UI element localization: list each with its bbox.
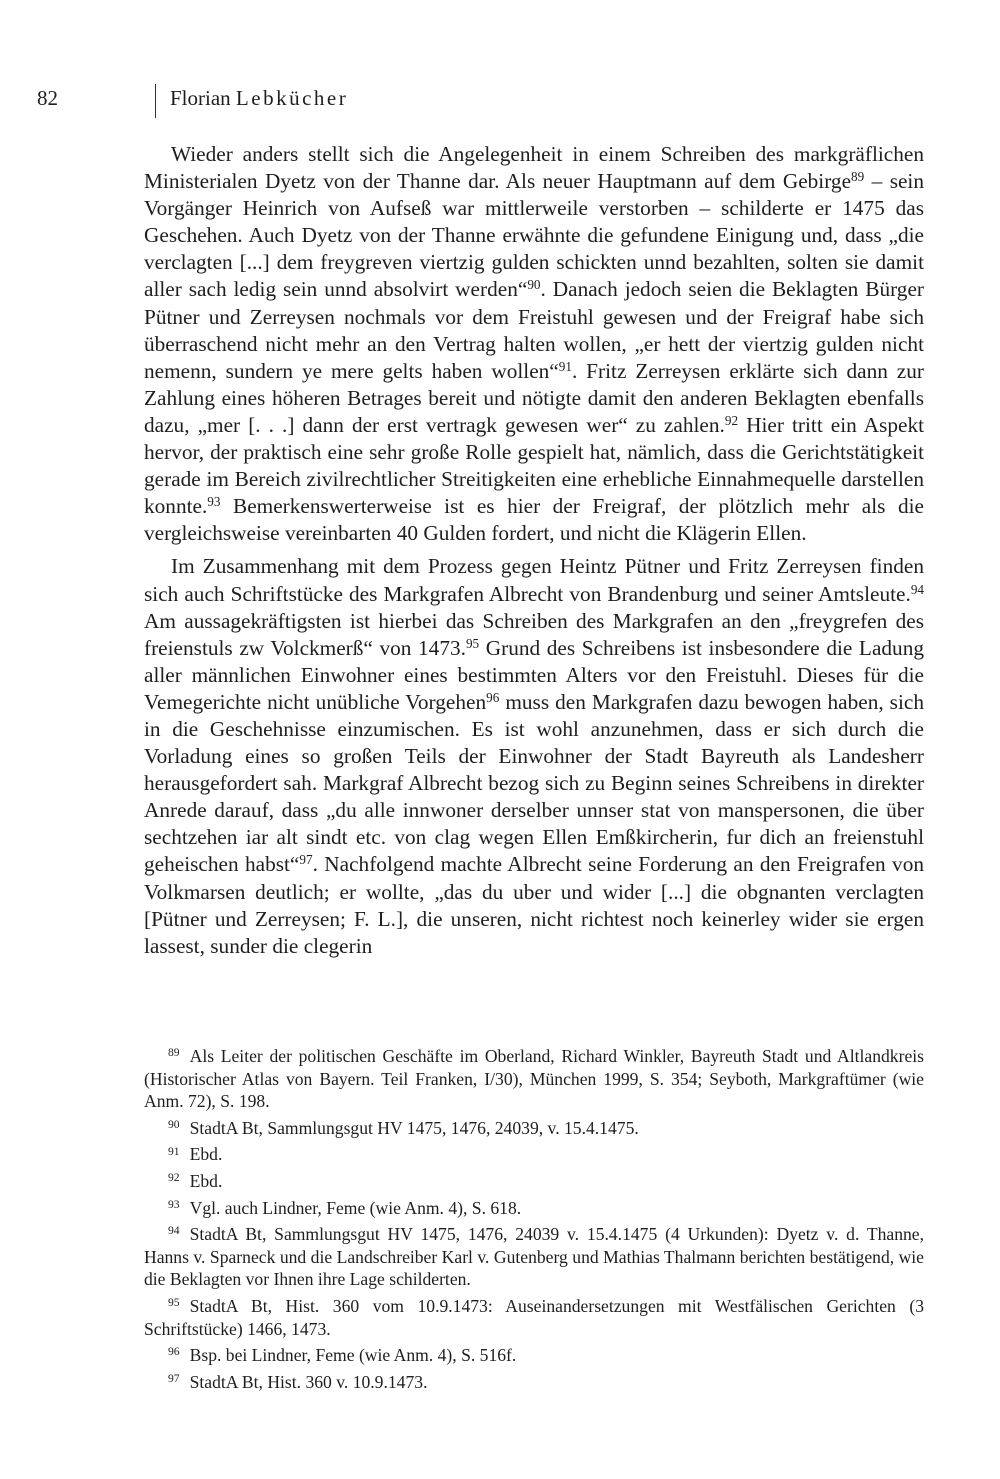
author-first-name: Florian [170,86,231,110]
footnote-number: 92 [168,1171,180,1185]
footnote-90 [144,1117,924,1140]
footnote-text: Als Leiter der politischen Geschäfte im Oberland, Richard Winkler, Bayreuth Stadt und Altlandkreis (Historischer Atlas von Bayern. Teil Franken, I/30), München 1999, S. 354; Seyboth, Markgraftümer (wie Anm. 72), S. 198. [144,1046,924,1112]
text-run: Bemerkenswerterweise ist es hier der Freigraf, der plötzlich mehr als die vergleichsweise vereinbarten 40 Gulden fordert, und nicht die Klägerin Ellen. [144,494,924,546]
footnote-91 [144,1143,924,1166]
footnote-number: 91 [168,1144,180,1158]
footnote-number: 89 [168,1046,180,1060]
footnote-97 [144,1371,924,1394]
footnote-ref-90[interactable]: 90 [527,277,541,293]
header-divider [155,84,156,118]
author-name [170,86,348,111]
text-run: Grund des Schreibens ist insbesondere die Ladung aller männlichen Einwohner eines bestimmten Alters vor den Freistuhl. Dieses für die Vemegerichte nicht unübliche Vorgehen [144,635,924,714]
main-text [144,141,924,960]
footnote-ref-89[interactable]: 89 [851,168,865,184]
footnote-text: Ebd. [189,1170,223,1191]
footnote-text: Ebd. [189,1144,223,1165]
footnote-96 [144,1344,924,1367]
footnote-number: 97 [168,1371,180,1385]
footnote-94 [144,1223,924,1291]
text-run: . Fritz Zerreysen erklärte sich dann zur Zahlung eines höheren Betrages bereit und nötigte damit den anderen Beklagten ebenfalls dazu, „mer [. . .] dann der erst vertragk gewesen wer“ zu zahlen. [144,358,924,437]
footnote-number: 90 [168,1117,180,1131]
paragraph-2 [144,553,924,959]
footnote-text: Bsp. bei Lindner, Feme (wie Anm. 4), S. 516f. [189,1345,517,1366]
footnote-number: 93 [168,1197,180,1211]
text-run: Wieder anders stellt sich die Angelegenheit in einem Schreiben des markgräflichen Ministerialen Dyetz von der Thanne dar. Als neuer Hauptmann auf dem Gebirge [144,142,924,194]
footnotes [144,1045,924,1397]
footnote-95 [144,1295,924,1340]
text-run: . Danach jedoch seien die Beklagten Bürger Pütner und Zerreysen nochmals vor dem Freistuhl gewesen und der Freigraf habe sich überraschend nicht mehr an den Vertrag halten wollen, „er hett der viertzig gulden nicht nemenn, sundern ye mere gelts haben wollen“ [144,277,924,383]
footnote-ref-96[interactable]: 96 [486,689,500,705]
paragraph-1 [144,141,924,547]
footnote-number: 96 [168,1345,180,1359]
footnote-ref-94[interactable]: 94 [910,581,924,597]
footnote-text: Vgl. auch Lindner, Feme (wie Anm. 4), S. 618. [189,1197,522,1218]
page-number: 82 [37,86,58,110]
footnote-93 [144,1197,924,1220]
footnote-text: StadtA Bt, Hist. 360 vom 10.9.1473: Auseinandersetzungen mit Westfälischen Gerichten (3 Schriftstücke) 1466, 1473. [144,1295,924,1339]
footnote-92 [144,1170,924,1193]
footnote-ref-97[interactable]: 97 [299,852,313,868]
footnote-ref-93[interactable]: 93 [207,493,221,509]
footnote-text: StadtA Bt, Sammlungsgut HV 1475, 1476, 24039 v. 15.4.1475 (4 Urkunden): Dyetz v. d. Thanne, Hanns v. Sparneck und die Landschreiber Karl v. Gutenberg und Mathias Thalmann berichten bestätigend, wie die Beklagten vor Ihnen ihre Lage schilderten. [144,1224,924,1290]
footnote-number: 95 [168,1296,180,1310]
text-run: Im Zusammenhang mit dem Prozess gegen Heintz Pütner und Fritz Zerreysen finden sich auch Schriftstücke des Markgrafen Albrecht von Brandenburg und seiner Amtsleute. [144,554,924,606]
footnote-number: 94 [168,1224,180,1238]
text-run: Am aussagekräftigsten ist hierbei das Schreiben des Markgrafen an den „freygrefen des freienstuls zw Volckmerß“ von 1473. [144,608,924,660]
footnote-text: StadtA Bt, Hist. 360 v. 10.9.1473. [189,1371,428,1392]
footnote-ref-92[interactable]: 92 [724,412,739,428]
text-run: Hier tritt ein Aspekt hervor, der praktisch eine sehr große Rolle gespielt hat, nämlich, dass die Gerichtstätigkeit gerade im Bereich zivilrechtlicher Streitigkeiten eine erhebliche Einnahmequelle darstellen konnte. [144,412,925,519]
footnote-text: StadtA Bt, Sammlungsgut HV 1475, 1476, 24039, v. 15.4.1475. [189,1117,639,1138]
text-run: muss den Markgrafen dazu bewogen haben, sich in die Geschehnisse einzumischen. Es ist wohl anzunehmen, dass er sich durch die Vorladung eines so großen Teils der Einwohner der Stadt Bayreuth als Landesherr herausgefordert sah. Markgraf Albrecht bezog sich zu Beginn seines Schreibens in direkter Anrede darauf, dass „du alle innwoner derselber unnser stat von manspersonen, die über sechtzehen iar alt sindt etc. von clag wegen Ellen Emßkircherin, fur dich an freienstuhl geheischen habst“ [144,689,924,877]
author-last-name: Lebkücher [235,86,349,110]
text-run: – sein Vorgänger Heinrich von Aufseß war mittlerweile verstorben – schilderte er 1475 das Geschehen. Auch Dyetz von der Thanne erwähnte die gefundene Einigung und, dass „die verclagten [...] dem freygreven viertzig gulden schickten unnd bezahlten, solten sie damit aller sach ledig sein unnd absolvirt werden“ [144,169,924,302]
footnote-ref-95[interactable]: 95 [465,635,480,651]
footnote-ref-91[interactable]: 91 [558,358,572,374]
text-run: . Nachfolgend machte Albrecht seine Forderung an den Freigrafen von Volkmarsen deutlich; er wollte, „das du uber und wider [...] die obgnanten verclagten [Pütner und Zerreysen; F. L.], die unseren, nicht richtest noch keinerley wider sie ergen lassest, sunder die clegerin [144,852,924,958]
footnote-89 [144,1045,924,1113]
